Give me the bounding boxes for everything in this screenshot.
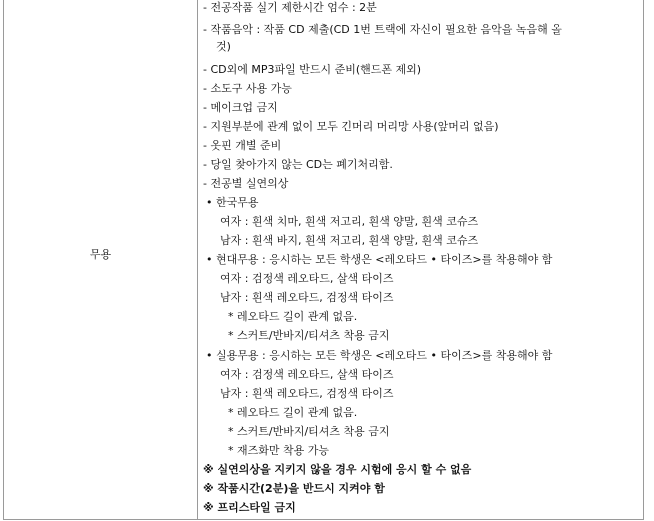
requirement-line: - 옷핀 개별 준비 <box>203 139 282 152</box>
requirement-line: * 레오타드 길이 관계 없음. <box>228 406 358 419</box>
requirements-table <box>3 0 644 520</box>
category-cell: 무용 <box>89 248 112 261</box>
requirement-line: - 메이크업 금지 <box>203 101 278 114</box>
requirement-line: - 지원부분에 관계 없이 모두 긴머리 머리망 사용(앞머리 없음) <box>203 120 499 133</box>
requirement-line: ※ 프리스타일 금지 <box>203 501 296 514</box>
requirement-line: 남자 : 흰색 바지, 흰색 저고리, 흰색 양말, 흰색 코슈즈 <box>220 234 479 247</box>
requirement-line: - 당일 찾아가지 않는 CD는 폐기처리함. <box>203 158 393 171</box>
requirement-line: ※ 작품시간(2분)을 반드시 지켜야 함 <box>203 482 385 495</box>
requirement-line: - CD외에 MP3파일 반드시 준비(핸드폰 제외) <box>203 63 422 76</box>
requirement-line: * 스커트/반바지/티셔츠 착용 금지 <box>228 329 390 342</box>
requirement-line: 여자 : 검정색 레오타드, 살색 타이즈 <box>220 368 394 381</box>
requirement-line: - 소도구 사용 가능 <box>203 82 292 95</box>
requirement-line: - 작품음악 : 작품 CD 제출(CD 1번 트랙에 자신이 필요한 음악을 녹음해 올 <box>203 23 562 36</box>
requirement-line: - 전공별 실연의상 <box>203 177 289 190</box>
requirement-line: - 전공작품 실기 제한시간 엄수 : 2분 <box>203 1 377 14</box>
requirement-line: • 실용무용 : 응시하는 모든 학생은 <레오타드 • 타이즈>를 착용해야 함 <box>206 349 553 362</box>
requirement-line: * 레오타드 길이 관계 없음. <box>228 310 358 323</box>
requirement-line: 것) <box>216 40 231 53</box>
column-divider <box>197 0 198 519</box>
requirement-line: 남자 : 흰색 레오타드, 검정색 타이즈 <box>220 387 394 400</box>
requirement-line: 여자 : 흰색 치마, 흰색 저고리, 흰색 양말, 흰색 코슈즈 <box>220 215 479 228</box>
requirement-line: • 현대무용 : 응시하는 모든 학생은 <레오타드 • 타이즈>를 착용해야 함 <box>206 253 553 266</box>
requirement-line: * 스커트/반바지/티셔츠 착용 금지 <box>228 425 390 438</box>
requirement-line: • 한국무용 <box>206 196 259 209</box>
requirement-line: 여자 : 검정색 레오타드, 살색 타이즈 <box>220 272 394 285</box>
requirement-line: ※ 실연의상을 지키지 않을 경우 시험에 응시 할 수 없음 <box>203 463 472 476</box>
requirement-line: * 재즈화만 착용 가능 <box>228 444 329 457</box>
requirement-line: 남자 : 흰색 레오타드, 검정색 타이즈 <box>220 291 394 304</box>
